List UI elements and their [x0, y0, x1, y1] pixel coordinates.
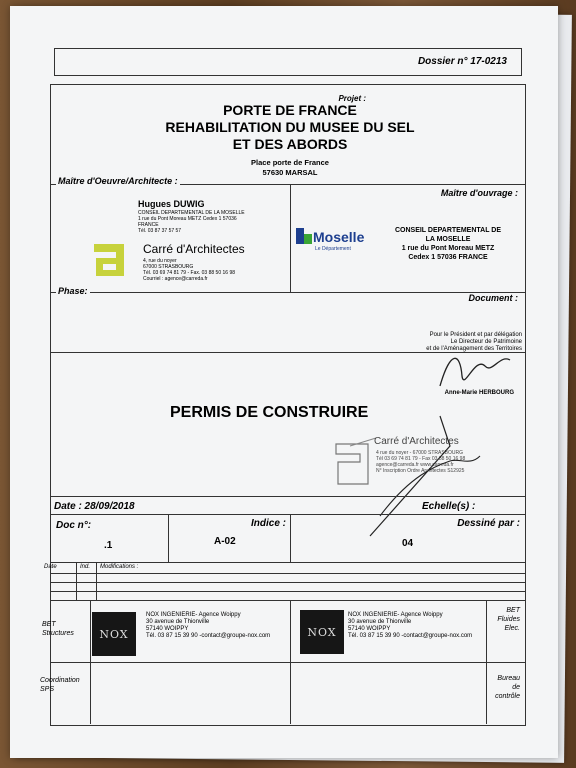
nox-addr: 30 avenue de Thionville	[348, 619, 412, 625]
divider	[51, 600, 525, 601]
bet-fluides-label	[488, 606, 520, 633]
signatory-name: Anne-Marie HERBOURG	[444, 390, 514, 396]
bet-structures-l1: BET	[42, 621, 56, 628]
indice-value: A-02	[214, 536, 236, 547]
projet-line3: ET DES ABORDS	[232, 136, 348, 152]
carre-architectes-logo	[90, 236, 136, 280]
delegation-line3: et de l'Aménagement des Territoires	[426, 346, 522, 352]
carre-tel: Tél. 03 69 74 81 79 - Fax. 03 88 50 16 98	[143, 270, 236, 276]
dessine-value: 04	[402, 538, 414, 549]
stamp-addr: 4 rue du noyer - 67000 STRASBOURG	[376, 450, 463, 456]
rev-header-date: Date	[44, 564, 57, 570]
nox-city: 57140 WOIPPY	[146, 626, 189, 632]
mo-org2: LA MOSELLE	[425, 236, 471, 243]
moe-org: CONSEIL DEPARTEMENTAL DE LA MOSELLE	[138, 210, 245, 216]
coordination-sps-label	[40, 676, 80, 694]
divider	[51, 496, 525, 497]
bureau-controle-label	[488, 674, 520, 701]
permis-title: PERMIS DE CONSTRUIRE	[170, 404, 369, 421]
document-label: Document :	[468, 293, 518, 303]
mo-org1: CONSEIL DEPARTEMENTAL DE	[394, 227, 502, 234]
nox-tel: Tél. 03 87 15 39 90 -contact@groupe-nox.com	[146, 633, 271, 639]
divider	[168, 514, 169, 562]
stamp-name: Carré d'Architectes	[374, 436, 459, 447]
divider	[51, 582, 525, 583]
rev-header-ind: Ind.	[80, 564, 91, 570]
phase-label: Phase:	[58, 286, 88, 296]
signature-mark-top	[430, 346, 520, 396]
projet-address	[190, 158, 390, 178]
nox-details-structures	[146, 612, 270, 640]
divider	[51, 514, 525, 515]
indice-label: Indice :	[250, 518, 286, 529]
projet-address-line1: Place porte de France	[251, 158, 329, 167]
bet-fluides-l1: BET	[506, 607, 520, 614]
projet-address-line2: 57630 MARSAL	[262, 168, 318, 177]
nox-name: NOX INGENIERIE- Agence Woippy	[146, 612, 241, 618]
date-field: Date : 28/09/2018	[54, 501, 135, 512]
projet-title	[90, 102, 490, 153]
moe-org-tel: Tél. 03 87 37 57 57	[138, 228, 182, 234]
moe-org-addr: 1 rue du Pont Moreau METZ Cedex 1 57036	[138, 216, 237, 222]
divider	[51, 573, 525, 574]
stamp-web: agence@carreda.fr www.carreda.fr	[376, 462, 454, 468]
echelle-label: Echelle(s) :	[422, 501, 476, 512]
nox-city: 57140 WOIPPY	[348, 626, 391, 632]
divider	[51, 562, 525, 563]
moselle-brand: Moselle	[313, 229, 365, 245]
bet-structures-l2: Structures	[42, 630, 74, 637]
divider	[290, 184, 291, 292]
carre-firm-details	[143, 258, 235, 282]
nox-addr: 30 avenue de Thionville	[146, 619, 210, 625]
dossier-number: Dossier n° 17-0213	[417, 56, 507, 67]
title-block-sheet	[10, 6, 558, 758]
rev-header-modifications: Modifications :	[100, 564, 139, 570]
carre-addr1: 4, rue du noyer	[143, 258, 177, 264]
moe-name: Hugues DUWIG	[138, 199, 205, 209]
projet-line1: PORTE DE FRANCE	[223, 102, 357, 118]
doc-label: Doc n°:	[56, 520, 92, 531]
bureau-l2: de	[512, 684, 520, 691]
moselle-logo-icon	[296, 228, 312, 244]
moselle-brand-sub: Le Département	[315, 246, 351, 252]
mo-org3: 1 rue du Pont Moreau METZ	[401, 245, 495, 252]
delegation-line1: Pour le Président et par délégation	[429, 332, 522, 338]
moe-org-country: FRANCE	[138, 222, 159, 228]
projet-line2: REHABILITATION DU MUSEE DU SEL	[165, 119, 415, 135]
bet-fluides-l3: Elec.	[504, 625, 520, 632]
divider	[76, 562, 77, 600]
dessine-label: Dessiné par :	[457, 518, 520, 529]
stamp-ordre: N° Inscription Ordre Architectes S12925	[376, 468, 465, 474]
nox-name: NOX INGENIERIE- Agence Woippy	[348, 612, 443, 618]
doc-value: .1	[104, 540, 113, 551]
moe-label: Maître d'Oeuvre/Architecte :	[58, 176, 178, 186]
dossier-box	[54, 48, 522, 76]
moe-org-block	[138, 210, 245, 234]
stamp-tel: Tél 03 69 74 81 79 - Fax 03 88 50 16 98	[376, 456, 466, 462]
divider	[51, 591, 525, 592]
divider	[51, 662, 525, 663]
mo-org4: Cedex 1 57036 FRANCE	[408, 254, 488, 261]
nox-tel: Tél. 03 87 15 39 90 -contact@groupe-nox.com	[348, 633, 473, 639]
delegation-line2: Le Directeur de Patrimoine	[450, 339, 522, 345]
coord-l2: SPS	[40, 686, 55, 693]
mo-label: Maître d'ouvrage :	[440, 188, 518, 198]
carre-mail: Courriel : agence@carreda.fr	[143, 276, 208, 282]
bet-fluides-l2: Fluides	[497, 616, 520, 623]
divider	[290, 514, 291, 562]
nox-logo: NOX	[300, 610, 344, 654]
bureau-l3: contrôle	[495, 693, 520, 700]
coord-l1: Coordination	[40, 677, 80, 684]
nox-details-fluides	[348, 612, 472, 640]
divider	[96, 562, 97, 600]
bet-structures-label	[42, 620, 74, 638]
carre-addr2: 67000 STRASBOURG	[143, 264, 194, 270]
mo-org-block	[378, 226, 518, 262]
nox-logo: NOX	[92, 612, 136, 656]
bureau-l1: Bureau	[497, 675, 520, 682]
projet-label: Projet :	[338, 94, 366, 103]
carre-firm-name: Carré d'Architectes	[143, 242, 245, 256]
